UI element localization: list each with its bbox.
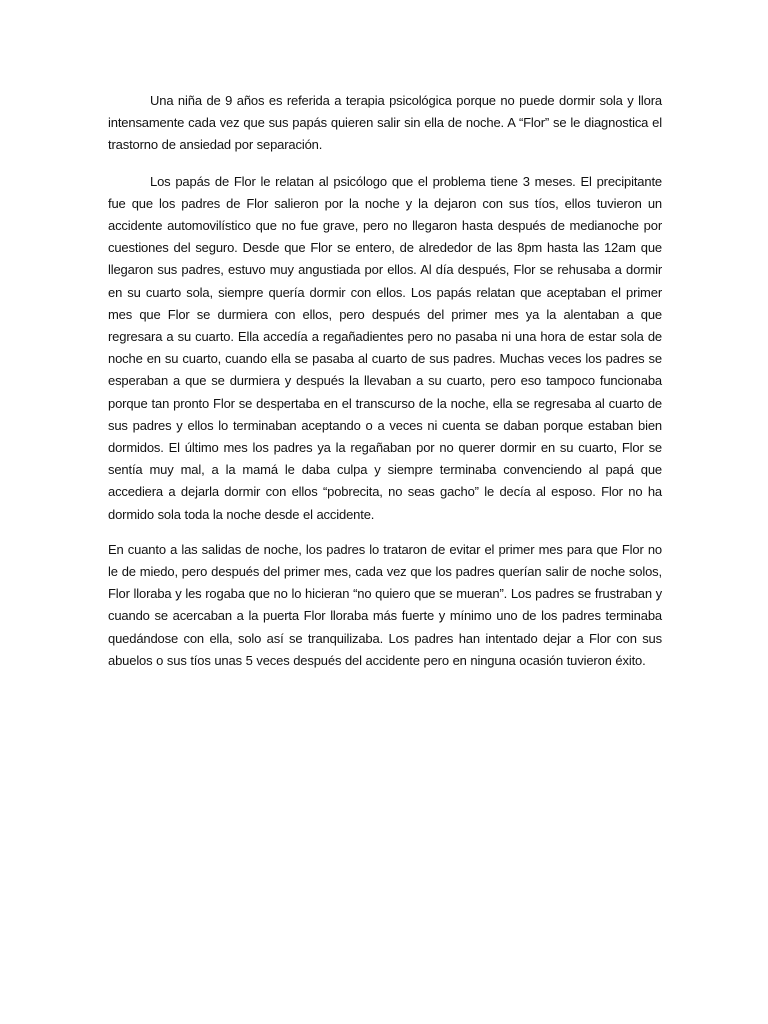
paragraph-night-outings: En cuanto a las salidas de noche, los padres lo trataron de evitar el primer mes para que Flor no le de miedo, pero después del primer mes, cada vez que los padres querían salir de noche solos, Flor lloraba y les rogaba que no lo hicieran “no quiero que se mueran”. Los padres se frustraban y cuando se acercaban a la puerta Flor lloraba más fuerte y mínimo uno de los padres terminaba quedándose con ella, solo así se tranquilizaba. Los padres han intentado dejar a Flor con sus abuelos o sus tíos unas 5 veces después del accidente pero en ninguna ocasión tuvieron éxito. <box>108 541 662 668</box>
paragraph-history: Los papás de Flor le relatan al psicólogo que el problema tiene 3 meses. El precipitante fue que los padres de Flor salieron por la noche y la dejaron con sus tíos, ellos tuvieron un accidente automovilístico que no fue grave, pero no llegaron hasta después de medianoche por cuestiones del seguro. Desde que Flor se entero, de alrededor de las 8pm hasta las 12am que llegaron sus padres, estuvo muy angustiada por ellos. Al día después, Flor se rehusaba a dormir en su cuarto sola, siempre quería dormir con ellos. Los papás relatan que aceptaban el primer mes que Flor se durmiera con ellos, pero después del primer mes ya la alentaban a que regresara a su cuarto. Ella accedía a regañadientes pero no pasaba ni una hora de estar sola de noche en su cuarto, cuando ella se pasaba al cuarto de sus padres. Muchas veces los padres se esperaban a que se durmiera y después la llevaban a su cuarto, pero eso tampoco funcionaba porque tan pronto Flor se despertaba en el transcurso de la noche, ella se regresaba al cuarto de sus padres y ellos lo terminaban aceptando o a veces ni cuenta se daban porque estaban bien dormidos. El último mes los padres ya la regañaban por no querer dormir en su cuarto, Flor se sentía muy mal, a la mamá le daba culpa y siempre terminaba convenciendo al papá que accediera a dejarla dormir con ellos “pobrecita, no seas gacho” le decía al esposo. Flor no ha dormido sola toda la noche desde el accidente. <box>108 173 662 522</box>
document-page <box>108 90 662 672</box>
paragraph-intro: Una niña de 9 años es referida a terapia psicológica porque no puede dormir sola y llora intensamente cada vez que sus papás quieren salir sin ella de noche. A “Flor” se le diagnostica el trastorno de ansiedad por separación. <box>108 93 662 153</box>
